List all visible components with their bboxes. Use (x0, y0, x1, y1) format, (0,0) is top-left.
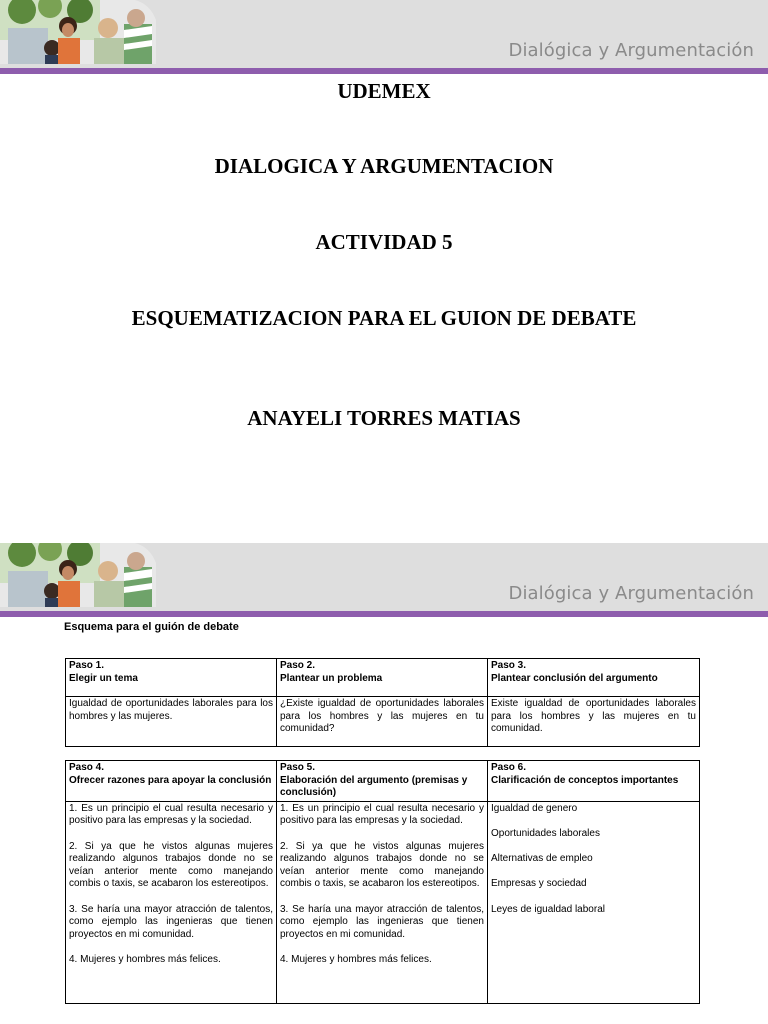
argument-cell (277, 801, 488, 1003)
scheme-table-steps-1-3 (65, 658, 700, 747)
scheme-table-steps-4-6 (65, 760, 700, 1004)
purple-stripe (0, 611, 768, 617)
step-title: Plantear conclusión del argumento (491, 672, 658, 684)
argument-item: 1. Es un principio el cual resulta necesario y positivo para las empresas y la sociedad. (280, 802, 484, 827)
argument-item: 2. Si ya que he vistos algunas mujeres realizando algunos trabajos donde no se veían anterior mente como manejando combis o taxis, se acabaron los estereotipos. (280, 840, 484, 890)
activity-title: ACTIVIDAD 5 (315, 230, 453, 254)
header-banner-1 (0, 0, 768, 74)
step-number: Paso 3. (491, 660, 527, 671)
argument-item: 4. Mujeres y hombres más felices. (280, 953, 432, 965)
scheme-label: Esquema para el guión de debate (64, 621, 239, 633)
argument-item: 3. Se haría una mayor atracción de talentos, como ejemplo las ingenieras que tienen proyectos en mi comunidad. (280, 903, 484, 940)
step-title: Clarificación de conceptos importantes (491, 774, 679, 786)
concepts-cell (488, 801, 700, 1003)
step-header (66, 659, 277, 697)
reasons-cell (66, 801, 277, 1003)
concept-item: Leyes de igualdad laboral (491, 903, 605, 915)
step-header (66, 761, 277, 802)
course-brand-text: Dialógica y Argumentación (508, 40, 754, 61)
reason-item: 3. Se haría una mayor atracción de talentos, como ejemplo las ingenieras que tienen proyectos en mi comunidad. (69, 903, 273, 940)
step-header (488, 659, 700, 697)
assignment-title: ESQUEMATIZACION PARA EL GUION DE DEBATE (131, 306, 637, 330)
step-number: Paso 2. (280, 660, 316, 671)
step-number: Paso 4. (69, 762, 105, 773)
course-title: DIALOGICA Y ARGUMENTACION (214, 154, 554, 178)
concept-item: Igualdad de genero (491, 802, 578, 814)
concept-item: Alternativas de empleo (491, 853, 593, 865)
reason-item: 4. Mujeres y hombres más felices. (69, 953, 221, 965)
step-header (277, 761, 488, 802)
concept-item: Oportunidades laborales (491, 827, 600, 839)
step-content: Existe igualdad de oportunidades laborales para los hombres y las mujeres en tu comunidad. (488, 697, 700, 747)
step-header (277, 659, 488, 697)
step-number: Paso 6. (491, 762, 527, 773)
purple-stripe (0, 68, 768, 74)
author-name: ANAYELI TORRES MATIAS (247, 406, 521, 430)
step-header (488, 761, 700, 802)
students-photo (0, 543, 156, 607)
reason-item: 1. Es un principio el cual resulta necesario y positivo para las empresas y la sociedad. (69, 802, 273, 827)
step-title: Plantear un problema (280, 672, 383, 684)
step-title: Ofrecer razones para apoyar la conclusión (69, 774, 272, 786)
course-brand-text: Dialógica y Argumentación (508, 583, 754, 604)
step-title: Elegir un tema (69, 672, 138, 684)
institution-title: UDEMEX (337, 79, 431, 103)
header-banner-2 (0, 543, 768, 617)
concept-item: Empresas y sociedad (491, 878, 587, 890)
step-content: ¿Existe igualdad de oportunidades laborales para los hombres y las mujeres en tu comunidad? (277, 697, 488, 747)
students-photo (0, 0, 156, 64)
step-title: Elaboración del argumento (premisas y conclusión) (280, 774, 468, 799)
reason-item: 2. Si ya que he vistos algunas mujeres realizando algunos trabajos donde no se veían anterior mente como manejando combis o taxis, se acabaron los estereotipos. (69, 840, 273, 890)
step-content: Igualdad de oportunidades laborales para los hombres y las mujeres. (66, 697, 277, 747)
step-number: Paso 5. (280, 762, 316, 773)
step-number: Paso 1. (69, 660, 105, 671)
